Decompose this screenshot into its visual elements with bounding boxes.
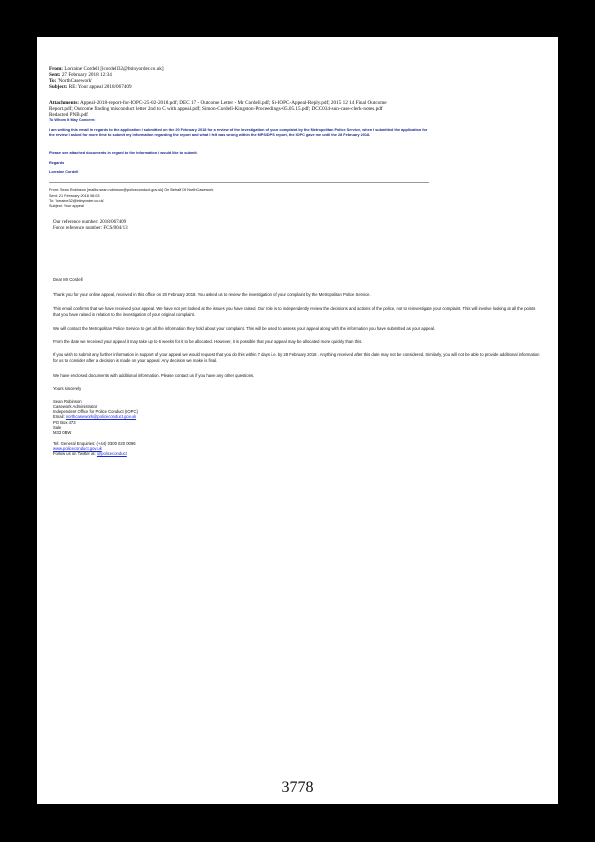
- document-page: [37, 37, 558, 804]
- letter-paragraph-1: Thank you for your online appeal, received in this office on 20 February 2018. You asked us to review the investigation of your complaint by the Metropolitan Police Service.: [53, 292, 371, 297]
- header-attachments: Attachments: Appeal-2018-report-for-IOPC-25-02-2018.pdf; DEC 17 - Outcome Letter - Mr Cordell.pdf; Si-IOPC-Appeal-Reply.pdf; 2015 12 14 Final Outcome: [49, 100, 387, 106]
- header-to: To: 'NorthCasework': [49, 78, 93, 84]
- signature-role: Casework Administrator: [53, 404, 98, 409]
- letter-salutation: Dear Mr Cordell: [53, 277, 83, 282]
- our-reference: Our reference number: 2018/067409: [53, 220, 127, 225]
- signature-name: Sean Robinson: [53, 399, 82, 404]
- address-line-3: M33 0BW: [53, 430, 72, 435]
- header-from: From: Lorraine Cordell [lcordell32@btinyorder.co.uk]: [49, 66, 164, 72]
- fwd-sent: Sent: 21 February 2018 08:03: [49, 194, 100, 198]
- twitter-link[interactable]: @policeconduct: [96, 451, 127, 456]
- reply-paragraph-1: I am writing this email in regards to the application I submitted on the 20 February 2018 for a review of the investigation of your complaint by the Metropolitan Police Service, when I submitted the application for the review I asked for more time to submit my information regarding the report and what I felt was wrong within the MPS/DPS report, the IOPC gave me until the 28 February 2018.: [49, 128, 428, 137]
- header-subject: Subject: RE: Your appeal 2018/067409: [49, 84, 132, 90]
- twitter-line: Follow us on Twitter at: @policeconduct: [53, 451, 127, 456]
- address-line-2: Sale: [53, 425, 62, 430]
- header-attachments-line-3: Redacted PNB.pdf: [49, 112, 88, 118]
- fwd-to: To: 'lorraine32@btinyorder.co.uk': [49, 199, 105, 203]
- fwd-from: From: Sean Robinson [mailto:sean.robinson@policeconduct.gov.uk] On Behalf Of NorthCasework: [49, 188, 214, 192]
- reply-paragraph-2: Please see attached documents in regard to the information i would like to submit.: [49, 151, 198, 155]
- address-line-1: PO Box 473: [53, 420, 76, 425]
- signature-email: Email: northcasework@policeconduct.gov.uk: [53, 414, 137, 419]
- letter-paragraph-5: If you wish to submit any further information in support of your appeal we would request that you do this within 7 days i.e. by 28 February 2018 . Anything received after this date may not be considered. Similarly, you will not be able to provide additional information for us to consider after a decision is made on your appeal. Any decision we make is final.: [53, 352, 540, 363]
- fwd-subject: Subject: Your appeal: [49, 204, 84, 208]
- email-link[interactable]: northcasework@policeconduct.gov.uk: [65, 414, 137, 419]
- reply-name: Lorraine Cordell: [49, 170, 79, 174]
- signature-org: Independent Office for Police Conduct (IOPC): [53, 409, 138, 414]
- force-reference: Force reference number: FCS/004/13: [53, 226, 128, 231]
- reply-regards: Regards: [49, 161, 65, 165]
- letter-paragraph-6: We have enclosed documents with additional information. Please contact us if you have any other questions.: [53, 373, 255, 378]
- divider: [49, 182, 429, 183]
- letter-closing: Yours sincerely: [53, 386, 82, 391]
- letter-paragraph-3: We will contact the Metropolitan Police Service to get all the information they hold about your complaint. This will be used to assess your appeal along with the information you have submitted as your appeal.: [53, 326, 436, 331]
- reply-greeting: To Whom It May Concern:: [49, 118, 96, 122]
- website-link[interactable]: www.policeconduct.gov.uk: [53, 446, 102, 451]
- letter-paragraph-4: From the date we received your appeal it may take up to 6 weeks for it to be allocated. However, it is possible that your appeal may be allocated more quickly than this.: [53, 339, 363, 344]
- header-attachments-line-2: Report.pdf; Outcome finding misconduct letter 2nd to C with appeal.pdf; Simon-Cordell-Kingston-Proceedings-05.05.15.pdf; DCC034-sun-case-clerk-notes.pdf: [49, 106, 383, 112]
- page-number: 3778: [281, 779, 314, 796]
- header-sent: Sent: 27 February 2018 12:34: [49, 72, 112, 78]
- telephone: Tel: General Enquiries: (+44) 0300 020 0096: [53, 441, 136, 446]
- letter-paragraph-2: This email confirms that we have received your appeal. We have not yet looked at the issues you have raised. Our role is to independently review the decisions and actions of the police, not to reinvestigate your complaint. This will involve looking at all the points that you have raised in relation to the investigation of your original complaint.: [53, 306, 536, 317]
